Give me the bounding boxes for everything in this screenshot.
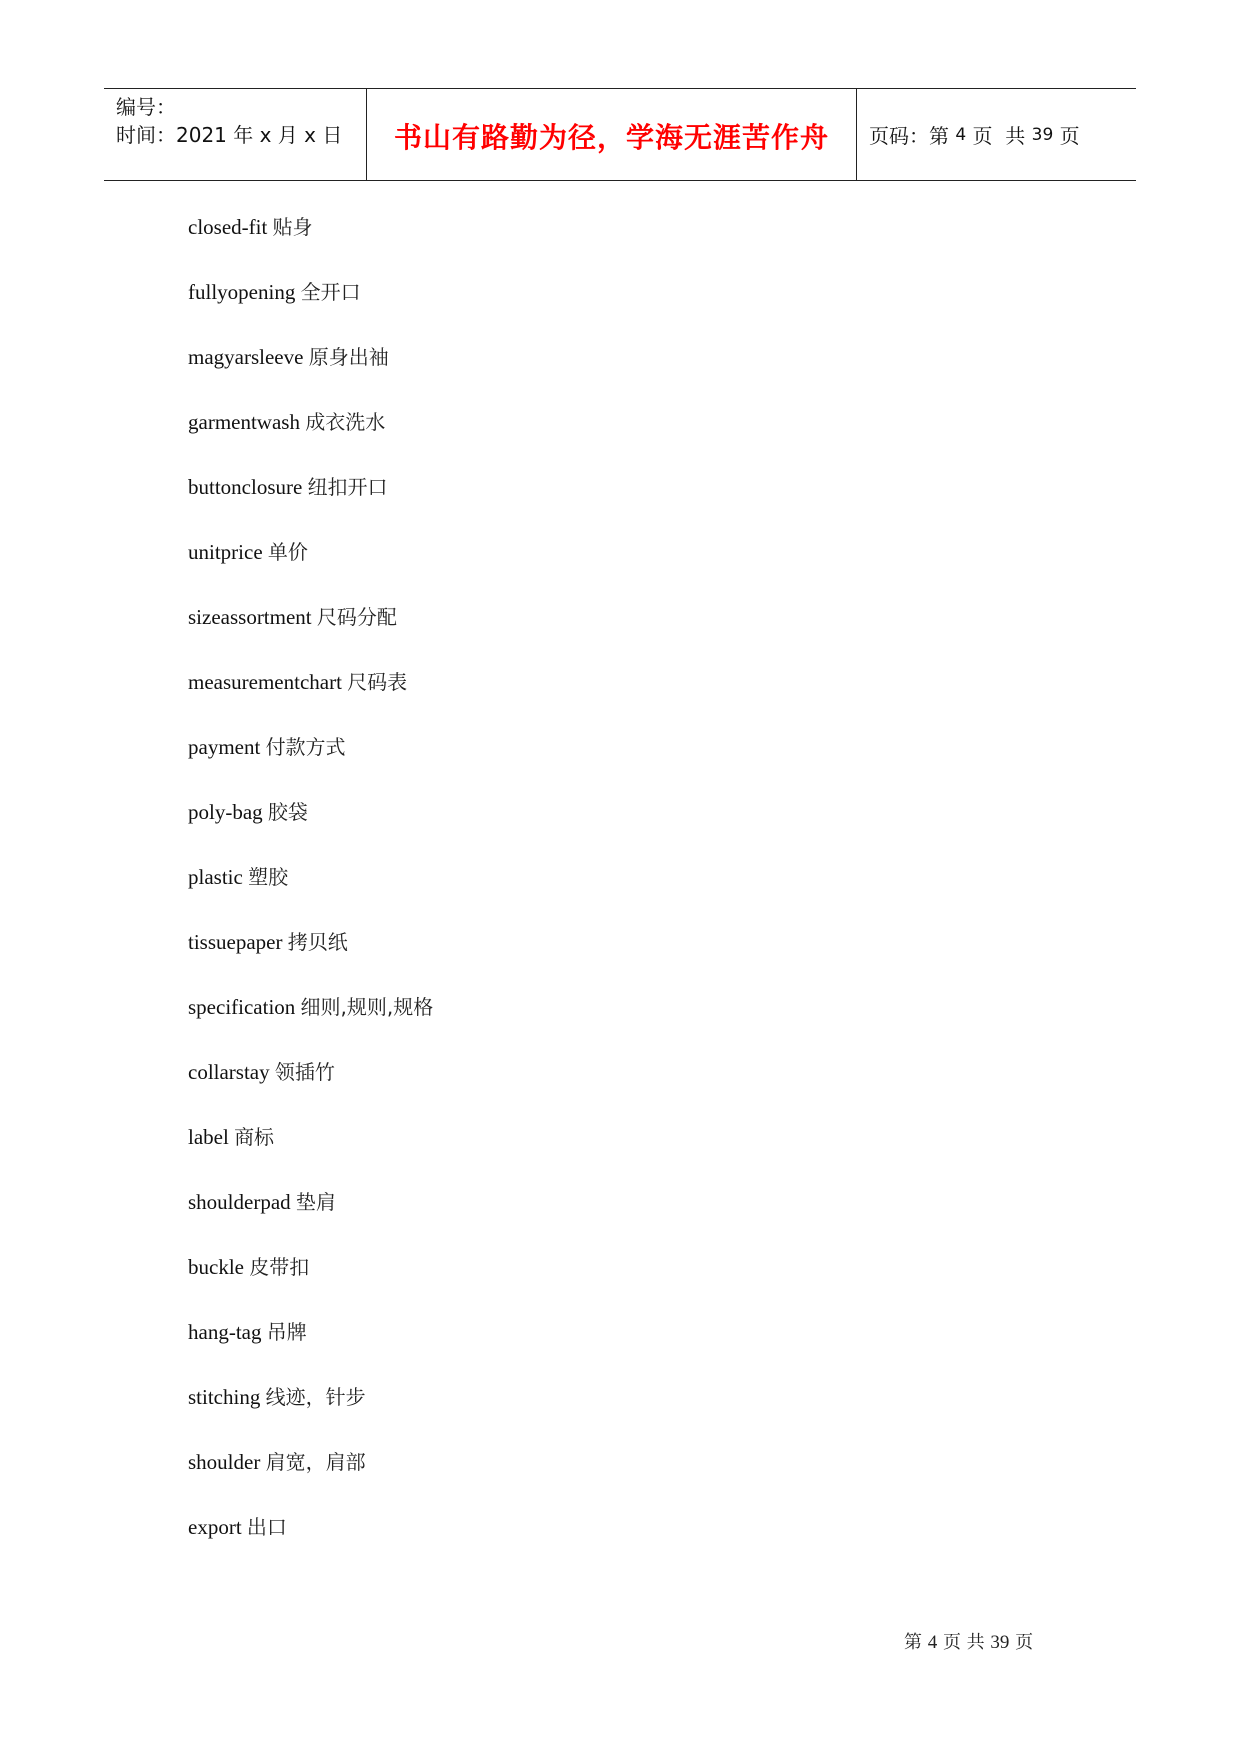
term-chinese: 付款方式 [265, 735, 346, 759]
term-english: poly-bag [188, 800, 263, 824]
term-english: shoulder [188, 1450, 261, 1474]
term-english: hang-tag [188, 1320, 262, 1344]
glossary-item [188, 1443, 433, 1508]
footer-suffix: 页 [1009, 1632, 1034, 1653]
term-chinese: 尺码表 [347, 670, 408, 694]
page-label-suffix: 页 [1053, 124, 1080, 148]
term-english: buckle [188, 1255, 244, 1279]
term-chinese: 纽扣开口 [307, 475, 388, 499]
term-chinese: 领插竹 [274, 1060, 335, 1084]
term-chinese: 单价 [267, 540, 308, 564]
term-chinese: 拷贝纸 [287, 930, 348, 954]
glossary-item [188, 598, 433, 663]
page-total-number: 39 [1031, 124, 1054, 145]
term-chinese: 肩宽，肩部 [265, 1450, 366, 1474]
serial-number-label: 编号： [116, 95, 176, 119]
document-header [104, 88, 1136, 181]
page-footer [904, 1628, 1033, 1654]
glossary-item [188, 273, 433, 338]
term-chinese: 商标 [234, 1125, 275, 1149]
glossary-item [188, 1508, 433, 1573]
glossary-item [188, 468, 433, 533]
term-english: unitprice [188, 540, 263, 564]
term-chinese: 出口 [246, 1515, 287, 1539]
term-chinese: 垫肩 [295, 1190, 336, 1214]
glossary-item [188, 1183, 433, 1248]
term-english: collarstay [188, 1060, 270, 1084]
glossary-item [188, 858, 433, 923]
glossary-item [188, 338, 433, 403]
term-english: specification [188, 995, 296, 1019]
term-english: fullyopening [188, 280, 296, 304]
header-page-cell [857, 89, 1136, 180]
glossary-item [188, 208, 433, 273]
term-english: export [188, 1515, 242, 1539]
glossary-list [188, 208, 433, 1573]
time-label: 时间：2021 年 x 月 x 日 [116, 123, 343, 147]
glossary-item [188, 1118, 433, 1183]
term-chinese: 塑胶 [248, 865, 289, 889]
glossary-item [188, 403, 433, 468]
glossary-item [188, 1248, 433, 1313]
glossary-item [188, 728, 433, 793]
footer-current-number: 4 [927, 1632, 938, 1653]
term-english: stitching [188, 1385, 261, 1409]
glossary-item [188, 533, 433, 598]
header-motto-cell [367, 89, 857, 180]
term-chinese: 皮带扣 [249, 1255, 310, 1279]
term-chinese: 胶袋 [267, 800, 308, 824]
glossary-item [188, 923, 433, 988]
term-english: magyarsleeve [188, 345, 304, 369]
term-english: payment [188, 735, 261, 759]
footer-mid: 页 共 [937, 1632, 991, 1653]
term-english: label [188, 1125, 229, 1149]
glossary-item [188, 1378, 433, 1443]
term-english: sizeassortment [188, 605, 312, 629]
term-chinese: 细则,规则,规格 [300, 995, 434, 1019]
term-chinese: 尺码分配 [316, 605, 397, 629]
term-english: shoulderpad [188, 1190, 291, 1214]
glossary-item [188, 988, 433, 1053]
term-english: tissuepaper [188, 930, 283, 954]
term-chinese: 贴身 [272, 215, 313, 239]
glossary-item [188, 663, 433, 728]
term-chinese: 原身出袖 [308, 345, 389, 369]
page-current-number: 4 [955, 124, 967, 145]
term-english: plastic [188, 865, 243, 889]
term-chinese: 吊牌 [266, 1320, 307, 1344]
footer-prefix: 第 [904, 1632, 928, 1653]
glossary-item [188, 1313, 433, 1378]
term-english: garmentwash [188, 410, 300, 434]
glossary-item [188, 1053, 433, 1118]
term-chinese: 全开口 [300, 280, 361, 304]
glossary-item [188, 793, 433, 858]
footer-total-number: 39 [990, 1632, 1010, 1653]
page-label-prefix: 页码：第 [869, 124, 956, 148]
motto-text: 书山有路勤为径，学海无涯苦作舟 [393, 120, 829, 154]
header-info-cell [104, 89, 367, 180]
term-chinese: 成衣洗水 [305, 410, 386, 434]
term-english: measurementchart [188, 670, 342, 694]
term-english: closed-fit [188, 215, 268, 239]
page-label-mid: 页 共 [966, 124, 1032, 148]
term-english: buttonclosure [188, 475, 303, 499]
term-chinese: 线迹，针步 [265, 1385, 366, 1409]
